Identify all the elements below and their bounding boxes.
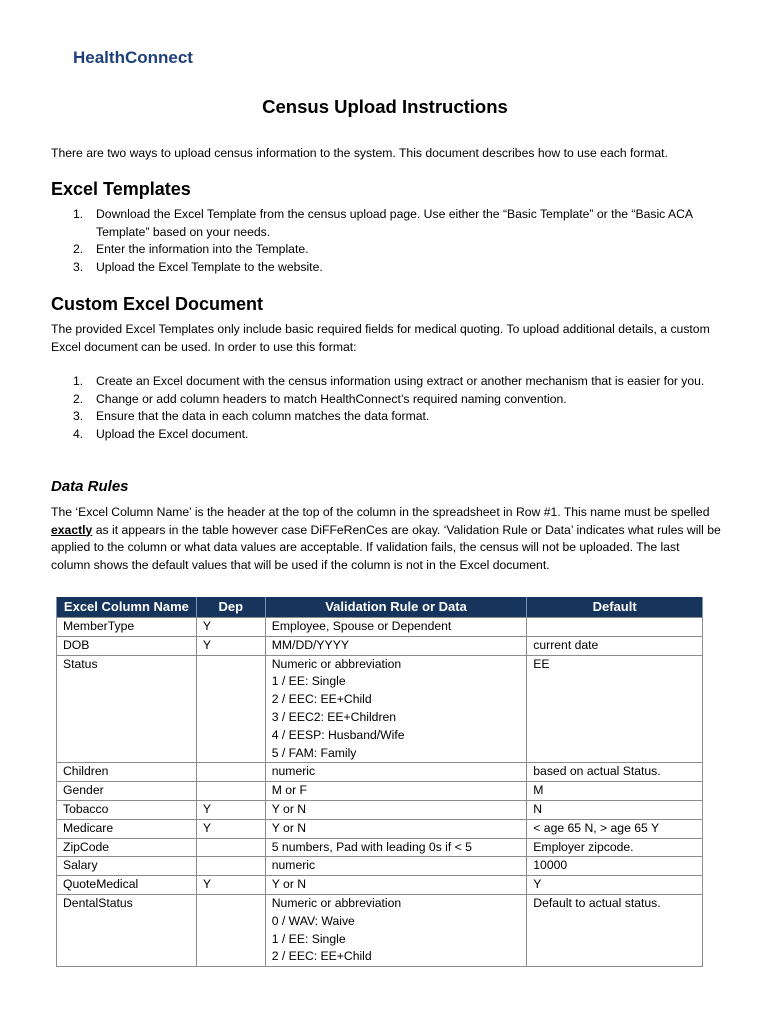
cell-dep: Y — [196, 819, 265, 838]
list-item — [51, 259, 721, 277]
cell-column-name: Salary — [57, 857, 197, 876]
header-default: Default — [527, 597, 703, 618]
cell-validation-rule — [265, 800, 527, 819]
list-item-number: 3. — [73, 409, 84, 423]
table-row — [57, 636, 703, 655]
list-item-number: 3. — [73, 259, 84, 274]
rule-line: 3 / EEC2: EE+Children — [271, 709, 397, 724]
cell-column-name: DentalStatus — [57, 894, 197, 966]
rule-line: 0 / WAV: Waive — [271, 913, 355, 928]
list-item-text: Download the Excel Template from the census upload page. Use either the “Basic Template” or the “Basic ACA Template” based on your needs. — [96, 207, 693, 239]
custom-excel-paragraph: The provided Excel Templates only include basic required fields for medical quoting. To upload additional details, a custom Excel document can be used. In order to use this format: — [51, 322, 710, 354]
rule-line: Y or N — [271, 820, 307, 835]
rule-line: MM/DD/YYYY — [271, 637, 349, 652]
table-row — [57, 819, 703, 838]
list-item-number: 2. — [73, 242, 84, 256]
cell-dep — [196, 894, 265, 966]
cell-validation-rule — [265, 618, 527, 637]
cell-validation-rule — [265, 636, 527, 655]
list-item — [51, 426, 721, 444]
cell-default: EE — [527, 655, 703, 763]
list-item-text: Upload the Excel document. — [96, 426, 249, 441]
data-rules-table — [56, 597, 703, 967]
cell-column-name: Tobacco — [57, 800, 197, 819]
table-row — [57, 894, 703, 966]
data-rules-text-1: The ‘Excel Column Name’ is the header at the top of the column in the spreadsheet in Row #1. This name must be spelled — [51, 505, 710, 519]
header-validation-rule: Validation Rule or Data — [265, 597, 527, 618]
rule-line: 4 / EESP: Husband/Wife — [271, 727, 405, 742]
cell-column-name: ZipCode — [57, 838, 197, 857]
cell-column-name: Gender — [57, 782, 197, 801]
cell-default: < age 65 N, > age 65 Y — [527, 819, 703, 838]
cell-column-name: Medicare — [57, 819, 197, 838]
rule-line: 1 / EE: Single — [271, 674, 346, 689]
cell-dep — [196, 857, 265, 876]
cell-default: N — [527, 800, 703, 819]
cell-dep — [196, 838, 265, 857]
cell-default: Employer zipcode. — [527, 838, 703, 857]
cell-dep — [196, 763, 265, 782]
custom-excel-steps — [51, 373, 721, 443]
list-item — [51, 391, 721, 409]
cell-validation-rule — [265, 655, 527, 763]
cell-dep: Y — [196, 618, 265, 637]
cell-default: M — [527, 782, 703, 801]
header-dep: Dep — [196, 597, 265, 618]
rule-line: Y or N — [271, 801, 307, 816]
cell-validation-rule — [265, 782, 527, 801]
table-row — [57, 782, 703, 801]
data-rules-text-2: as it appears in the table however case DiFFeRenCes are okay. ‘Validation Rule or Data’ indicates what rules will be applied to the column or what data values are acceptable. If validation fails, the census will not be uploaded. The last column shows the default values that will be used if the column is not in the Excel document. — [51, 522, 721, 572]
list-item-text: Enter the information into the Template. — [96, 242, 309, 256]
cell-validation-rule — [265, 838, 527, 857]
table-body — [57, 618, 703, 967]
excel-templates-steps — [51, 206, 721, 276]
rule-line: numeric — [271, 858, 316, 873]
data-rules-emphasis: exactly — [51, 522, 93, 537]
list-item-text: Create an Excel document with the census information using extract or another mechanism that is easier for you. — [96, 374, 705, 388]
intro-paragraph: There are two ways to upload census information to the system. This document describes how to use each format. — [51, 146, 668, 160]
data-rules-heading: Data Rules — [51, 478, 129, 495]
rule-line: 2 / EEC: EE+Child — [271, 949, 372, 964]
list-item-text: Upload the Excel Template to the website. — [96, 259, 323, 274]
cell-default: based on actual Status. — [527, 763, 703, 782]
cell-validation-rule — [265, 763, 527, 782]
cell-dep — [196, 655, 265, 763]
table-row — [57, 838, 703, 857]
cell-default: current date — [527, 636, 703, 655]
cell-column-name: DOB — [57, 636, 197, 655]
page-title: Census Upload Instructions — [262, 96, 508, 117]
rule-line: Numeric or abbreviation — [271, 656, 402, 671]
excel-templates-heading: Excel Templates — [51, 179, 191, 199]
cell-validation-rule — [265, 876, 527, 895]
list-item — [51, 206, 721, 241]
header-excel-column-name: Excel Column Name — [57, 597, 197, 618]
list-item-number: 4. — [73, 426, 84, 441]
cell-column-name: MemberType — [57, 618, 197, 637]
rule-line: Numeric or abbreviation — [271, 895, 402, 910]
table-row — [57, 618, 703, 637]
cell-default — [527, 618, 703, 637]
list-item-text: Change or add column headers to match HealthConnect’s required naming convention. — [96, 391, 567, 406]
cell-column-name: Children — [57, 763, 197, 782]
list-item-number: 1. — [73, 207, 84, 221]
cell-default: Default to actual status. — [527, 894, 703, 966]
list-item — [51, 373, 721, 391]
cell-validation-rule — [265, 819, 527, 838]
rule-line: 5 numbers, Pad with leading 0s if < 5 — [271, 839, 472, 854]
table-row — [57, 857, 703, 876]
table-header-row — [57, 597, 703, 618]
cell-dep: Y — [196, 876, 265, 895]
rule-line: 1 / EE: Single — [271, 931, 346, 946]
table-row — [57, 655, 703, 763]
data-rules-paragraph — [51, 504, 721, 574]
table-row — [57, 800, 703, 819]
rule-line: numeric — [271, 764, 316, 779]
list-item-text: Ensure that the data in each column matches the data format. — [96, 409, 430, 423]
brand-logo-text: HealthConnect — [73, 48, 193, 67]
list-item — [51, 241, 721, 259]
cell-validation-rule — [265, 857, 527, 876]
rule-line: Employee, Spouse or Dependent — [271, 619, 452, 633]
table-row — [57, 876, 703, 895]
rule-line: 5 / FAM: Family — [271, 745, 357, 760]
rule-line: 2 / EEC: EE+Child — [271, 692, 372, 707]
table-row — [57, 763, 703, 782]
rule-line: Y or N — [271, 877, 307, 892]
cell-dep: Y — [196, 636, 265, 655]
cell-column-name: Status — [57, 655, 197, 763]
cell-dep: Y — [196, 800, 265, 819]
list-item-number: 1. — [73, 374, 84, 388]
cell-default: Y — [527, 876, 703, 895]
custom-excel-heading: Custom Excel Document — [51, 294, 264, 314]
cell-dep — [196, 782, 265, 801]
list-item — [51, 408, 721, 426]
cell-validation-rule — [265, 894, 527, 966]
rule-line: M or F — [271, 783, 307, 798]
cell-column-name: QuoteMedical — [57, 876, 197, 895]
list-item-number: 2. — [73, 391, 84, 406]
cell-default: 10000 — [527, 857, 703, 876]
